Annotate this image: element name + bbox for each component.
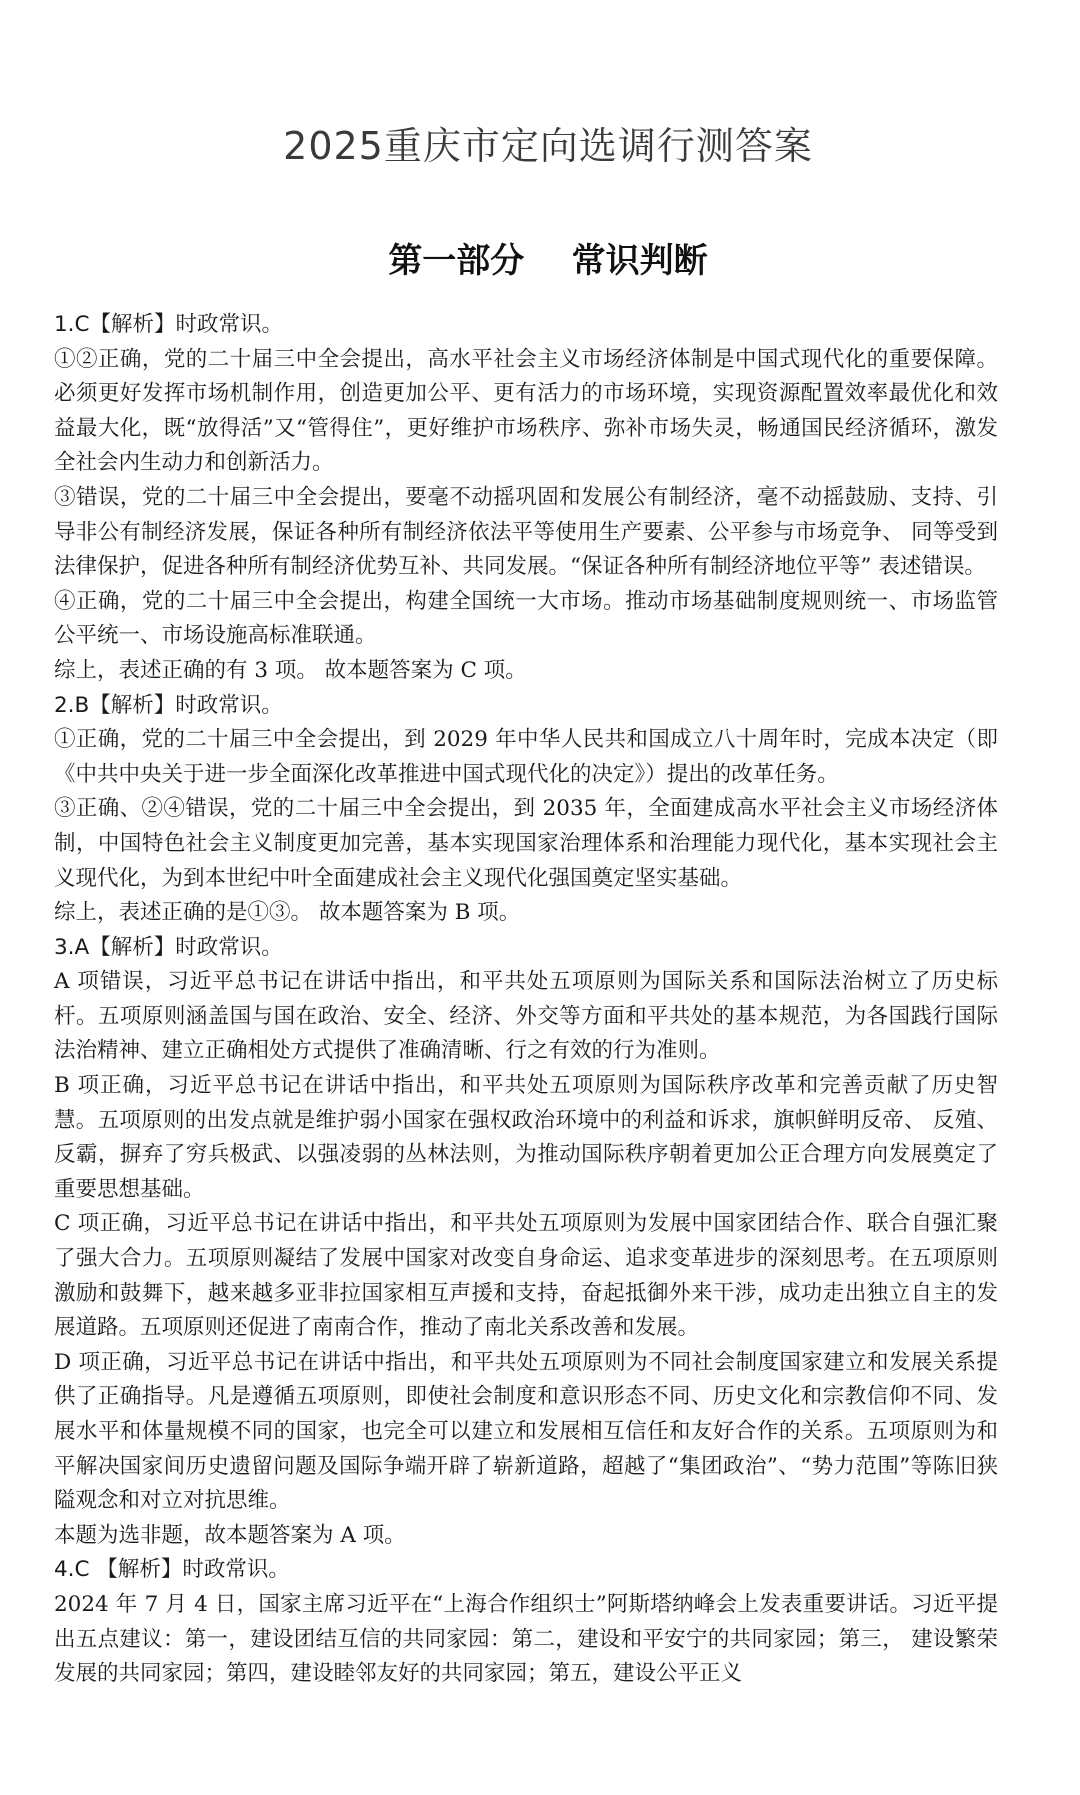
question-3-option-d: D 项正确，习近平总书记在讲话中指出，和平共处五项原则为不同社会制度国家建立和发展关系提供了正确指导。凡是遵循五项原则，即使社会制度和意识形态不同、历史文化和宗教信仰不同、发展水平和体量规模不同的国家，也完全可以建立和发展相互信任和友好合作的关系。五项原则为和平解决国家间历史遗留问题及国际争端开辟了崭新道路，超越了“集团政治”、“势力范围”等陈旧狭隘观念和对立对抗思维。 xyxy=(54,1349,998,1514)
question-2-paragraph-2: ③正确、②④错误，党的二十届三中全会提出，到 2035 年，全面建成高水平社会主义市场经济体制，中国特色社会主义制度更加完善，基本实现国家治理体系和治理能力现代化，基本实现社会主义现代化，为到本世纪中叶全面建成社会主义现代化强国奠定坚实基础。 xyxy=(54,796,998,891)
question-3-option-b: B 项正确，习近平总书记在讲话中指出，和平共处五项原则为国际秩序改革和完善贡献了历史智慧。五项原则的出发点就是维护弱小国家在强权政治环境中的利益和诉求，旗帜鲜明反帝、 反殖、反霸，摒弃了穷兵极武、以强凌弱的丛林法则，为推动国际秩序朝着更加公正合理方向发展奠定了重要思想基础。 xyxy=(54,1073,998,1202)
question-2-paragraph-1: ①正确，党的二十届三中全会提出，到 2029 年中华人民共和国成立八十周年时，完成本决定（即《中共中央关于进一步全面深化改革推进中国式现代化的决定》）提出的改革任务。 xyxy=(54,727,998,787)
question-3-option-a: A 项错误，习近平总书记在讲话中指出，和平共处五项原则为国际关系和国际法治树立了历史标杆。五项原则涵盖国与国在政治、安全、经济、外交等方面和平共处的基本规范，为各国践行国际法治精神、建立正确相处方式提供了准确清晰、行之有效的行为准则。 xyxy=(54,969,998,1064)
question-1-conclusion: 综上，表述正确的有 3 项。 故本题答案为 C 项。 xyxy=(54,657,527,683)
question-1-header: 1.C【解析】时政常识。 xyxy=(54,312,284,337)
question-2-conclusion: 综上，表述正确的是①③。 故本题答案为 B 项。 xyxy=(54,900,521,926)
section-title: 第一部分 常识判断 xyxy=(388,241,708,281)
question-1-paragraph-2: ③错误，党的二十届三中全会提出，要毫不动摇巩固和发展公有制经济，毫不动摇鼓励、支持、引导非公有制经济发展，保证各种所有制经济依法平等使用生产要素、公平参与市场竞争、 同等受到法律保护，促进各种所有制经济优势互补、共同发展。“保证各种所有制经济地位平等” 表述错误。 xyxy=(54,484,998,580)
question-4-header: 4.C 【解析】时政常识。 xyxy=(54,1557,290,1583)
question-2-header: 2.B【解析】时政常识。 xyxy=(54,692,283,718)
question-3-option-c: C 项正确，习近平总书记在讲话中指出，和平共处五项原则为发展中国家团结合作、联合自强汇聚了强大合力。五项原则凝结了发展中国家对改变自身命运、追求变革进步的深刻思考。在五项原则激励和鼓舞下，越来越多亚非拉国家相互声援和支持，奋起抵御外来干涉，成功走出独立自主的发展道路。五项原则还促进了南南合作，推动了南北关系改善和发展。 xyxy=(54,1211,998,1341)
question-3-conclusion: 本题为选非题，故本题答案为 A 项。 xyxy=(54,1522,406,1548)
question-1-paragraph-3: ④正确，党的二十届三中全会提出，构建全国统一大市场。推动市场基础制度规则统一、市场监管公平统一、市场设施高标准联通。 xyxy=(54,588,998,649)
answer-body xyxy=(54,308,998,1692)
question-3-header: 3.A【解析】时政常识。 xyxy=(54,934,283,960)
question-1-paragraph-1: ①②正确，党的二十届三中全会提出，高水平社会主义市场经济体制是中国式现代化的重要保障。必须更好发挥市场机制作用，创造更加公平、更有活力的市场环境，实现资源配置效率最优化和效益最大化，既“放得活”又“管得住”，更好维护市场秩序、弥补市场失灵，畅通国民经济循环，激发全社会内生动力和创新活力。 xyxy=(54,346,998,476)
document-title: 2025重庆市定向选调行测答案 xyxy=(283,124,813,168)
question-4-paragraph-1: 2024 年 7 月 4 日，国家主席习近平在“上海合作组织士”阿斯塔纳峰会上发表重要讲话。习近平提出五点建议：第一，建设团结互信的共同家园：第二，建设和平安宁的共同家园；第三， 建设繁荣发展的共同家园；第四，建设睦邻友好的共同家园；第五，建设公平正义 xyxy=(54,1591,998,1687)
